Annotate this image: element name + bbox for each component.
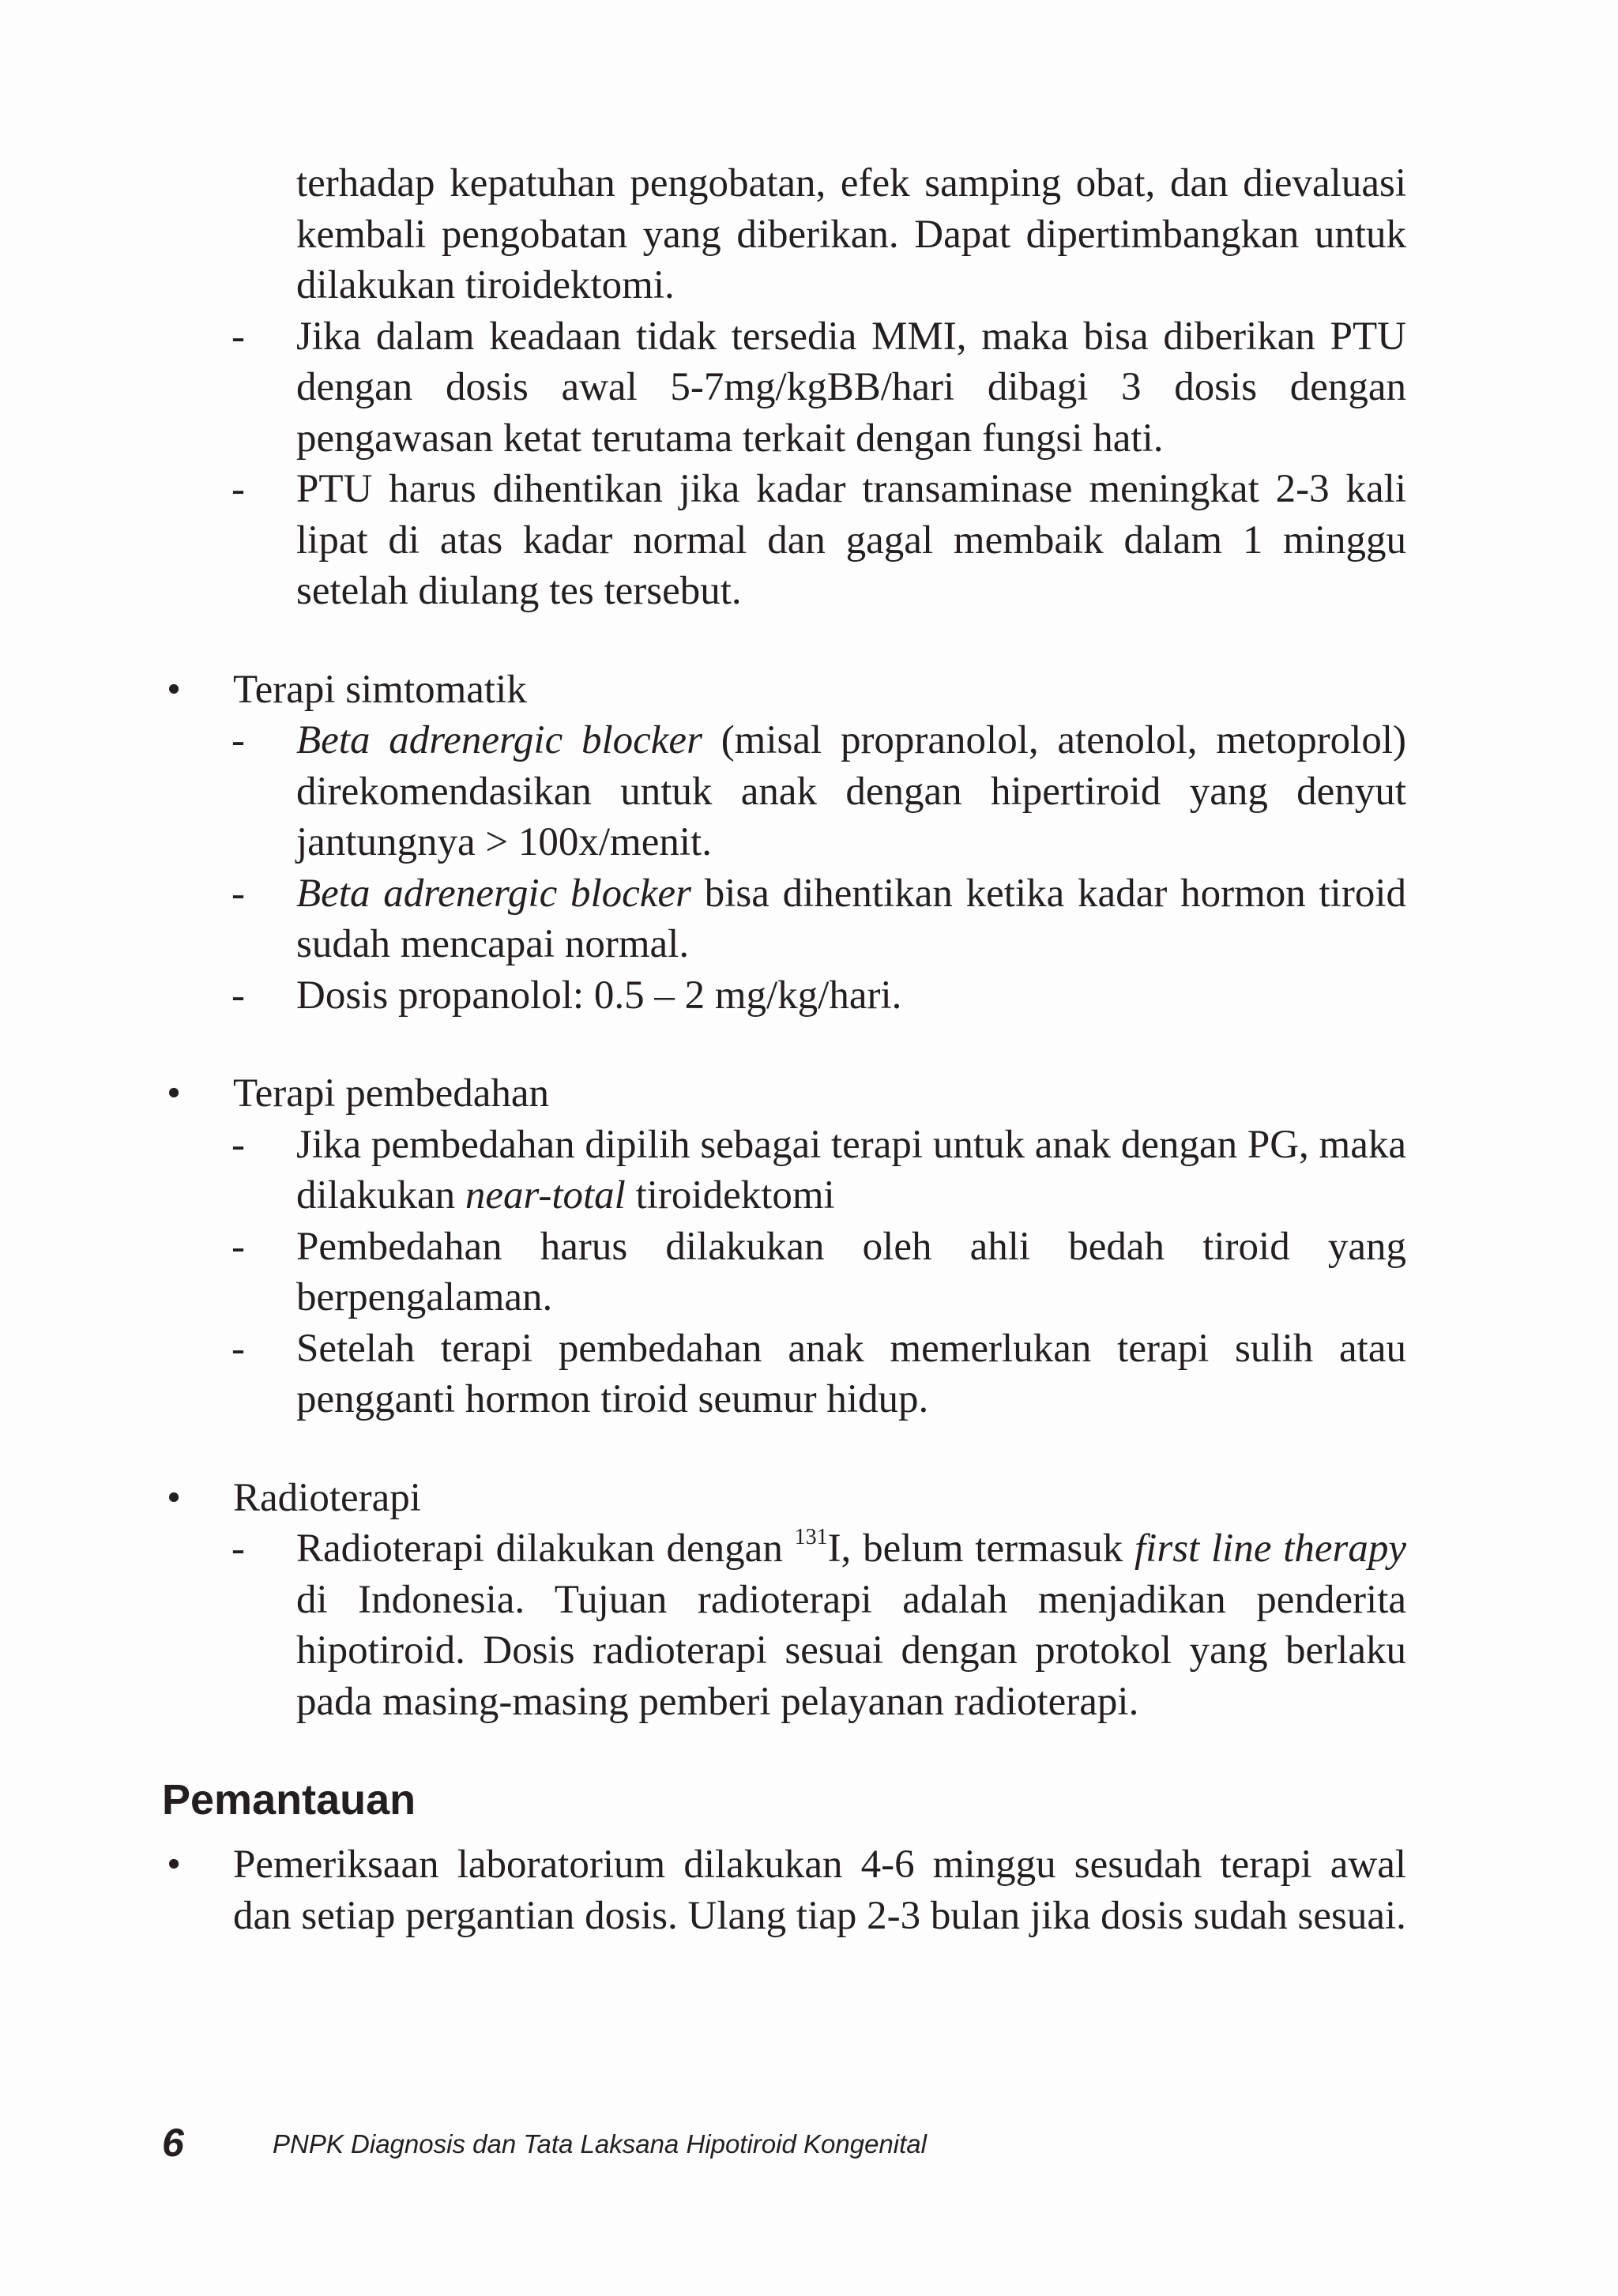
dash-marker: - <box>231 1526 245 1571</box>
section-radioterapi <box>162 1473 1406 1728</box>
dash-marker: - <box>231 314 245 359</box>
list-item <box>162 715 1406 868</box>
page-content <box>162 158 1406 1941</box>
section-terapi-pembedahan <box>162 1068 1406 1425</box>
section-heading <box>162 664 1406 716</box>
italic-term: first line therapy <box>1134 1526 1406 1571</box>
italic-term: Beta adrenergic blocker <box>296 871 691 916</box>
list-item <box>162 1523 1406 1727</box>
italic-term: near-total <box>465 1173 626 1218</box>
section-terapi-simtomatik <box>162 664 1406 1022</box>
bullet-marker: • <box>167 1475 181 1520</box>
list-item-text: Radioterapi dilakukan dengan <box>296 1526 795 1571</box>
list-item-text: bisa dihentikan ketika kadar hormon tiroid sudah mencapai normal. <box>296 871 1406 966</box>
bullet-marker: • <box>167 1842 181 1887</box>
list-item-text: I, belum termasuk <box>827 1526 1135 1571</box>
dash-marker: - <box>231 1326 245 1371</box>
list-item-text: PTU harus dihentikan jika kadar transaminase meningkat 2-3 kali lipat di atas kadar normal dan gagal membaik dalam 1 minggu setelah diulang tes tersebut. <box>296 467 1406 613</box>
list-item-text: Pembedahan harus dilakukan oleh ahli bedah tiroid yang berpengalaman. <box>296 1224 1406 1319</box>
list-item-text: tiroidektomi <box>625 1173 835 1218</box>
monitoring-text: Pemeriksaan laboratorium dilakukan 4-6 minggu sesudah terapi awal dan setiap pergantian dosis. Ulang tiap 2-3 bulan jika dosis sudah sesuai. <box>233 1842 1406 1938</box>
sub-list <box>162 1120 1406 1425</box>
dash-marker: - <box>231 467 245 511</box>
footer-title: PNPK Diagnosis dan Tata Laksana Hipotiroid Kongenital <box>273 2129 927 2159</box>
section-heading <box>162 1473 1406 1524</box>
bullet-marker: • <box>167 667 181 712</box>
dash-marker: - <box>231 973 245 1018</box>
dash-marker: - <box>231 871 245 916</box>
page-number: 6 <box>162 2121 184 2165</box>
list-item <box>162 311 1406 465</box>
list-item <box>162 970 1406 1022</box>
list-item-text: Setelah terapi pembedahan anak memerlukan terapi sulih atau pengganti hormon tiroid seumur hidup. <box>296 1326 1406 1421</box>
list-item-text: di Indonesia. Tujuan radioterapi adalah menjadikan penderita hipotiroid. Dosis radioterapi sesuai dengan protokol yang berlaku pada masing-masing pemberi pelayanan radioterapi. <box>296 1577 1406 1724</box>
continued-list <box>162 311 1406 617</box>
isotope-superscript: 131 <box>794 1525 828 1549</box>
section-heading-pemantauan: Pemantauan <box>162 1776 416 1824</box>
bullet-marker: • <box>167 1071 181 1116</box>
list-item <box>162 868 1406 970</box>
list-item <box>162 1221 1406 1323</box>
list-item-text: Dosis propanolol: 0.5 – 2 mg/kg/hari. <box>296 973 902 1018</box>
list-item-text: Jika pembedahan dipilih sebagai terapi untuk anak dengan PG, maka dilakukan <box>296 1122 1406 1218</box>
dash-marker: - <box>231 1122 245 1167</box>
continued-paragraph: terhadap kepatuhan pengobatan, efek samping obat, dan dievaluasi kembali pengobatan yang diberikan. Dapat dipertimbangkan untuk dilakukan tiroidektomi. <box>296 161 1406 307</box>
sub-list <box>162 1523 1406 1727</box>
list-item <box>162 1323 1406 1425</box>
section-heading <box>162 1068 1406 1120</box>
list-item-text: Jika dalam keadaan tidak tersedia MMI, maka bisa diberikan PTU dengan dosis awal 5-7mg/kgBB/hari dibagi 3 dosis dengan pengawasan ketat terutama terkait dengan fungsi hati. <box>296 314 1406 461</box>
dash-marker: - <box>231 1224 245 1269</box>
section-title: Terapi pembedahan <box>233 1071 549 1116</box>
list-item <box>162 1120 1406 1221</box>
dash-marker: - <box>231 718 245 762</box>
monitoring-item <box>162 1839 1406 1941</box>
italic-term: Beta adrenergic blocker <box>296 718 702 762</box>
list-item-text: (misal propranolol, atenolol, metoprolol) direkomendasikan untuk anak dengan hipertiroid yang denyut jantungnya > 100x/menit. <box>296 718 1406 864</box>
section-title: Radioterapi <box>233 1475 421 1520</box>
sub-list <box>162 715 1406 1021</box>
list-item <box>162 464 1406 617</box>
page-footer <box>162 2119 1426 2166</box>
section-title: Terapi simtomatik <box>233 667 527 712</box>
